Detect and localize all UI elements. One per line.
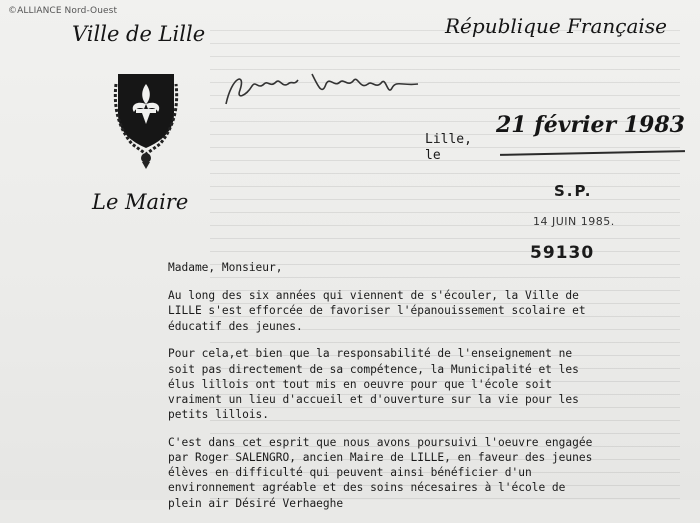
paragraph-3: C'est dans cet esprit que nous avons poursuivi l'oeuvre engagée par Roger SALENGRO, ancien Maire de LILLE, en faveur des jeunes élèves en difficulté qui peuvent ainsi bénéficier d'un environnement agréable et des soins nécesaires à l'école de plein air Désiré Verhaeghe: [168, 435, 593, 510]
greeting: Madame, Monsieur,: [168, 261, 283, 274]
handwritten-date: 21 février 1983: [496, 112, 685, 138]
date-place: [425, 132, 472, 164]
letterhead-title: Le Maire: [92, 190, 189, 214]
handwritten-signature: [222, 66, 432, 112]
letterhead-republic: République Française: [445, 14, 667, 38]
stamp-received-date: 14 JUIN 1985.: [533, 215, 615, 228]
letterhead-city: Ville de Lille: [72, 22, 206, 46]
paragraph-2: Pour cela,et bien que la responsabilité de l'enseignement ne soit pas directement de sa compétence, la Municipalité et les élus lillois ont tout mis en oeuvre pour que l'école soit vraiment un lieu d'accueil et d'ouverture sur la vie pour les petits lillois.: [168, 347, 579, 422]
paragraph-1: Au long des six années qui viennent de s'écouler, la Ville de LILLE s'est efforcée de favoriser l'épanouissement scolaire et éducatif des jeunes.: [168, 289, 586, 333]
stamp-code: 59130: [530, 243, 595, 263]
stamp-sp: S.P.: [554, 182, 593, 200]
letter-body: [168, 260, 668, 523]
place-le: le: [425, 148, 441, 163]
lille-coat-of-arms-icon: [112, 70, 180, 170]
copyright-watermark: ©ALLIANCE Nord-Ouest: [8, 6, 118, 16]
place-lille: Lille,: [425, 132, 472, 147]
